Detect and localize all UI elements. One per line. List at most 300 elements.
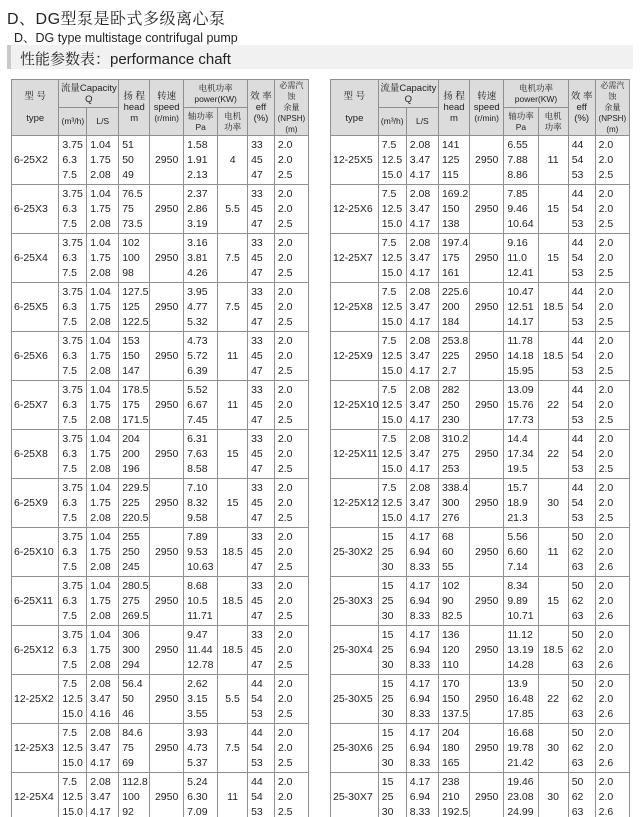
speed-unit: (r/min)	[154, 113, 179, 123]
eff-cell	[568, 283, 595, 332]
eff-cell-value: 45	[251, 300, 263, 313]
shaft-power-cell	[184, 479, 218, 528]
motor-power-header	[538, 108, 568, 136]
shaft-power-cell	[504, 283, 538, 332]
model-cell: 6-25X6	[12, 332, 59, 381]
table-row	[331, 577, 630, 626]
capacity-ls-cell-value: 1.75	[90, 251, 111, 264]
model-cell: 12-25X10	[331, 381, 379, 430]
model-cell: 6-25X10	[12, 528, 59, 577]
eff-cell	[248, 528, 275, 577]
npsh-cell-value: 2.0	[598, 726, 614, 739]
head-cell	[119, 430, 150, 479]
col-npsh-header	[595, 80, 629, 136]
motor-power-cell: 5.5	[218, 185, 248, 234]
shaft-power-cell-value: 6.67	[187, 398, 208, 411]
shaft-power-cell-value: 16.68	[507, 726, 534, 739]
table-row	[12, 675, 309, 724]
eff-cell-value: 63	[571, 560, 584, 573]
capacity-q-cell-value: 7.5	[381, 236, 397, 249]
head-cell-value: 204	[441, 726, 460, 739]
capacity-q-cell-value: 6.3	[62, 496, 78, 509]
type-label-cn: 型 号	[24, 91, 47, 102]
head-cell-value: 115	[441, 168, 459, 181]
motor-power-cell: 4	[218, 136, 248, 185]
head-cell-value: 51	[122, 138, 134, 151]
capacity-ls-cell-value: 2.08	[409, 383, 431, 396]
capacity-q-cell-value: 7.5	[62, 511, 78, 524]
npsh-cell-value: 2.0	[598, 138, 614, 151]
page-subtitle: D、DG type multistage contrifugal pump	[14, 31, 238, 45]
capacity-ls-cell-value: 6.94	[409, 692, 431, 705]
head-cell-value: 100	[122, 251, 140, 264]
eff-cell-value: 47	[251, 168, 263, 181]
eff-cell-value: 33	[251, 334, 263, 347]
eff-cell-value: 53	[251, 756, 263, 769]
npsh-cell-value: 2.0	[277, 741, 293, 754]
capacity-ls-cell-value: 1.04	[90, 236, 111, 249]
type-label-en: type	[26, 113, 45, 124]
head-cell-value: 171.5	[122, 413, 149, 426]
npsh-cell-value: 2.0	[598, 300, 614, 313]
model-cell: 25-30X2	[331, 528, 379, 577]
head-cell-value: 225	[122, 496, 140, 509]
shaft-power-cell	[504, 577, 538, 626]
capacity-ls-cell-value: 6.94	[409, 741, 431, 754]
head-cell-value: 110	[441, 658, 459, 671]
table-body	[331, 136, 630, 817]
head-cell-value: 147	[122, 364, 140, 377]
eff-unit: (%)	[253, 113, 269, 124]
capacity-q-cell-value: 15.0	[381, 168, 403, 181]
npsh-cell	[274, 773, 308, 817]
speed-cell: 2950	[470, 479, 504, 528]
shaft-power-cell-value: 10.63	[187, 560, 214, 573]
model-cell: 12-25X3	[12, 724, 59, 773]
shaft-power-cell-value: 3.81	[187, 251, 208, 264]
npsh-cell-value: 2.5	[598, 266, 614, 279]
shaft-power-cell-value: 15.7	[507, 481, 528, 494]
head-cell-value: 238	[441, 775, 460, 788]
capacity-q-cell-value: 3.75	[62, 579, 83, 592]
npsh-cell	[274, 528, 308, 577]
eff-cell	[248, 773, 275, 817]
table-row	[331, 626, 630, 675]
capacity-ls-cell	[406, 332, 438, 381]
head-cell-value: 197.4	[441, 236, 469, 249]
shaft-power-cell	[184, 528, 218, 577]
capacity-ls-cell-value: 2.08	[90, 315, 111, 328]
head-cell-value: 50	[122, 692, 134, 705]
eff-cell-value: 45	[251, 594, 263, 607]
table-row	[12, 626, 309, 675]
capacity-q-cell-value: 25	[381, 545, 394, 558]
eff-cell-value: 47	[251, 266, 263, 279]
motor-power-cell: 18.5	[218, 626, 248, 675]
shaft-power-cell	[184, 234, 218, 283]
capacity-q-cell	[59, 528, 87, 577]
shaft-power-cell-value: 17.85	[507, 707, 534, 720]
eff-cell-value: 45	[251, 349, 263, 362]
npsh-cell-value: 2.0	[277, 579, 293, 592]
table-row	[331, 332, 630, 381]
capacity-ls-cell	[406, 724, 438, 773]
npsh-cell-value: 2.0	[598, 447, 614, 460]
capacity-ls-cell-value: 4.17	[409, 775, 431, 788]
npsh-label-2: 余量	[604, 103, 621, 112]
capacity-q-cell	[378, 577, 406, 626]
npsh-cell-value: 2.5	[598, 364, 614, 377]
eff-cell-value: 44	[571, 285, 584, 298]
capacity-q-cell-value: 15.0	[62, 707, 83, 720]
eff-cell-value: 54	[571, 398, 584, 411]
shaft-power-cell-value: 10.5	[187, 594, 208, 607]
npsh-label-3: (NPSH)	[598, 114, 627, 123]
head-cell-value: 60	[441, 545, 454, 558]
page-title: D、DG型泵是卧式多级离心泵	[7, 11, 226, 28]
eff-cell-value: 54	[571, 153, 584, 166]
capacity-ls-cell-value: 8.33	[409, 805, 431, 817]
speed-label-cn: 转速	[477, 91, 497, 102]
npsh-cell-value: 2.5	[277, 609, 293, 622]
capacity-ls-cell-value: 2.08	[409, 138, 431, 151]
npsh-cell	[274, 479, 308, 528]
npsh-cell-value: 2.0	[277, 677, 293, 690]
shaft-power-cell	[184, 332, 218, 381]
npsh-cell	[274, 675, 308, 724]
head-cell-value: 69	[122, 756, 134, 769]
table-row	[331, 773, 630, 817]
npsh-cell-value: 2.0	[277, 300, 293, 313]
eff-cell	[248, 136, 275, 185]
shaft-power-cell	[504, 136, 538, 185]
eff-cell-value: 54	[251, 741, 263, 754]
head-unit: m	[450, 113, 458, 124]
npsh-cell-value: 2.5	[277, 756, 293, 769]
eff-cell-value: 33	[251, 530, 263, 543]
table-row	[12, 479, 309, 528]
head-cell	[438, 136, 469, 185]
model-cell: 12-25X7	[331, 234, 379, 283]
npsh-cell-value: 2.5	[598, 168, 614, 181]
capacity-ls-cell	[87, 332, 119, 381]
capacity-q-cell-value: 7.5	[62, 560, 78, 573]
shaft-power-cell	[504, 332, 538, 381]
shaft-power-cell-value: 5.37	[187, 756, 208, 769]
capacity-ls-cell-value: 2.08	[90, 677, 111, 690]
capacity-q-cell-value: 12.5	[381, 496, 403, 509]
capacity-q-cell-value: 7.5	[62, 462, 78, 475]
shaft-power-cell-value: 16.48	[507, 692, 534, 705]
npsh-cell-value: 2.0	[598, 398, 614, 411]
capacity-q-cell-value: 7.5	[381, 334, 397, 347]
capacity-ls-cell-value: 2.08	[409, 236, 431, 249]
capacity-ls-cell-value: 2.08	[409, 334, 431, 347]
speed-cell: 2950	[150, 136, 184, 185]
head-cell-value: 112.8	[122, 775, 148, 788]
speed-cell: 2950	[150, 577, 184, 626]
capacity-q-cell-value: 12.5	[381, 153, 403, 166]
capacity-q-cell-value: 3.75	[62, 334, 83, 347]
npsh-cell-value: 2.0	[277, 398, 293, 411]
npsh-cell-value: 2.6	[598, 609, 614, 622]
head-label-cn: 扬 程	[123, 91, 145, 102]
capacity-q-cell-value: 30	[381, 707, 394, 720]
capacity-ls-cell	[406, 283, 438, 332]
capacity-ls-cell-value: 4.17	[409, 315, 431, 328]
eff-cell-value: 33	[251, 579, 263, 592]
table-row	[331, 185, 630, 234]
head-cell-value: 196	[122, 462, 140, 475]
capacity-q-cell	[378, 675, 406, 724]
capacity-ls-cell-value: 2.08	[90, 462, 111, 475]
eff-cell-value: 63	[571, 707, 584, 720]
shaft-power-cell-value: 5.52	[187, 383, 208, 396]
eff-cell-value: 54	[251, 692, 263, 705]
capacity-q-cell	[59, 724, 87, 773]
npsh-cell	[274, 234, 308, 283]
capacity-q-cell-value: 3.75	[62, 138, 83, 151]
shaft-power-cell-value: 3.55	[187, 707, 208, 720]
capacity-q-cell-value: 15.0	[381, 266, 403, 279]
table-row	[331, 234, 630, 283]
head-cell-value: 229.5	[122, 481, 149, 494]
head-cell-value: 73.5	[122, 217, 143, 230]
npsh-cell-value: 2.0	[277, 530, 293, 543]
eff-cell-value: 47	[251, 217, 263, 230]
head-cell-value: 225.6	[441, 285, 469, 298]
capacity-ls-cell-value: 1.75	[90, 349, 111, 362]
motor-power-cell: 15	[538, 234, 568, 283]
capacity-ls-cell-value: 3.47	[90, 790, 111, 803]
capacity-q-cell	[59, 283, 87, 332]
capacity-q-cell	[378, 479, 406, 528]
table-row	[331, 381, 630, 430]
eff-cell-value: 44	[251, 726, 263, 739]
head-cell	[438, 430, 469, 479]
capacity-ls-cell-value: 1.75	[90, 300, 111, 313]
npsh-cell	[274, 577, 308, 626]
npsh-cell-value: 2.6	[598, 805, 614, 817]
shaft-power-cell	[504, 430, 538, 479]
eff-cell-value: 44	[571, 481, 584, 494]
eff-label-cn: 效 率	[570, 91, 593, 102]
eff-cell-value: 53	[571, 168, 584, 181]
eff-cell	[248, 675, 275, 724]
eff-cell	[568, 479, 595, 528]
capacity-q-cell-value: 7.5	[381, 138, 397, 151]
npsh-cell	[595, 675, 629, 724]
npsh-cell	[274, 332, 308, 381]
head-cell-value: 98	[122, 266, 134, 279]
capacity-ls-cell-value: 1.04	[90, 628, 111, 641]
section-header	[7, 45, 633, 69]
capacity-q-cell-value: 6.3	[62, 447, 78, 460]
head-cell-value: 122.5	[122, 315, 149, 328]
shaft-power-cell	[504, 724, 538, 773]
head-cell-value: 255	[122, 530, 140, 543]
shaft-power-cell-value: 13.9	[507, 677, 528, 690]
col-npsh-header	[274, 80, 308, 136]
head-cell-value: 275	[122, 594, 140, 607]
shaft-power-cell	[184, 381, 218, 430]
table-row	[331, 283, 630, 332]
eff-cell-value: 45	[251, 153, 263, 166]
type-label-en: type	[345, 113, 364, 124]
capacity-q-cell-value: 15.0	[381, 413, 403, 426]
npsh-cell-value: 2.0	[277, 643, 293, 656]
speed-cell: 2950	[150, 430, 184, 479]
capacity-q-cell-value: 12.5	[62, 741, 83, 754]
capacity-unit-ls: L/S	[406, 108, 438, 136]
eff-cell-value: 44	[571, 383, 584, 396]
eff-cell-value: 45	[251, 496, 263, 509]
capacity-q-cell-value: 6.3	[62, 545, 78, 558]
speed-cell: 2950	[150, 332, 184, 381]
capacity-ls-cell-value: 1.04	[90, 481, 111, 494]
capacity-q-cell-value: 12.5	[381, 398, 403, 411]
motor-power-cell: 5.5	[218, 675, 248, 724]
npsh-cell-value: 2.0	[598, 285, 614, 298]
npsh-cell-value: 2.0	[598, 579, 614, 592]
head-cell-value: 125	[441, 153, 460, 166]
npsh-cell-value: 2.5	[277, 560, 293, 573]
eff-cell	[568, 626, 595, 675]
shaft-power-cell-value: 12.51	[507, 300, 534, 313]
col-power-header: 电机功率power(KW)	[504, 80, 568, 108]
table-row	[12, 724, 309, 773]
npsh-cell-value: 2.5	[277, 805, 293, 817]
capacity-ls-cell-value: 1.04	[90, 530, 111, 543]
npsh-cell-value: 2.0	[598, 334, 614, 347]
eff-cell	[568, 234, 595, 283]
model-cell: 6-25X7	[12, 381, 59, 430]
table-row	[331, 528, 630, 577]
head-cell	[119, 332, 150, 381]
shaft-power-cell-value: 10.64	[507, 217, 534, 230]
speed-cell: 2950	[150, 773, 184, 817]
npsh-cell	[595, 430, 629, 479]
capacity-q-cell	[378, 332, 406, 381]
head-cell-value: 92	[122, 805, 134, 817]
col-speed-header	[470, 80, 504, 136]
capacity-ls-cell-value: 4.17	[409, 462, 431, 475]
npsh-cell-value: 2.5	[598, 511, 614, 524]
table-row	[12, 136, 309, 185]
model-cell: 12-25X6	[331, 185, 379, 234]
shaft-power-cell-value: 11.78	[507, 334, 533, 347]
shaft-power-cell-value: 7.09	[187, 805, 208, 817]
capacity-q-cell-value: 6.3	[62, 398, 78, 411]
npsh-cell-value: 2.0	[598, 692, 614, 705]
head-cell-value: 250	[441, 398, 460, 411]
npsh-cell	[274, 381, 308, 430]
shaft-power-cell-value: 11.0	[507, 251, 527, 264]
head-cell	[438, 185, 469, 234]
speed-label-en: speed	[153, 102, 180, 113]
shaft-power-cell-value: 9.58	[187, 511, 208, 524]
eff-cell-value: 53	[571, 315, 584, 328]
capacity-ls-cell-value: 6.94	[409, 594, 431, 607]
eff-cell-value: 44	[251, 677, 263, 690]
col-speed-header	[150, 80, 184, 136]
capacity-ls-cell-value: 1.75	[90, 643, 111, 656]
capacity-ls-cell-value: 4.17	[409, 364, 431, 377]
capacity-ls-cell-value: 4.17	[409, 266, 431, 279]
capacity-ls-cell-value: 1.04	[90, 579, 111, 592]
capacity-ls-cell-value: 2.08	[90, 775, 111, 788]
capacity-ls-cell	[406, 528, 438, 577]
npsh-cell-value: 2.0	[598, 545, 614, 558]
capacity-q-cell-value: 25	[381, 790, 394, 803]
model-cell: 6-25X5	[12, 283, 59, 332]
speed-cell: 2950	[150, 283, 184, 332]
head-cell-value: 49	[122, 168, 134, 181]
capacity-ls-cell	[87, 430, 119, 479]
npsh-cell	[595, 381, 629, 430]
head-cell-value: 220.5	[122, 511, 149, 524]
head-cell	[438, 332, 469, 381]
capacity-ls-cell-value: 2.08	[90, 217, 111, 230]
head-cell-value: 175	[441, 251, 460, 264]
shaft-power-cell-value: 9.16	[507, 236, 528, 249]
shaft-power-cell	[184, 185, 218, 234]
model-cell: 25-30X6	[331, 724, 379, 773]
speed-cell: 2950	[470, 724, 504, 773]
capacity-q-cell	[59, 381, 87, 430]
head-cell	[119, 675, 150, 724]
head-cell-value: 150	[122, 349, 140, 362]
eff-cell-value: 53	[571, 217, 584, 230]
eff-cell-value: 63	[571, 658, 584, 671]
eff-cell-value: 53	[571, 266, 584, 279]
head-cell-value: 280.5	[122, 579, 149, 592]
shaft-power-cell-value: 8.86	[507, 168, 528, 181]
capacity-ls-cell-value: 4.17	[409, 677, 431, 690]
head-cell-value: 68	[441, 530, 454, 543]
eff-cell-value: 33	[251, 285, 263, 298]
capacity-q-cell-value: 15.0	[381, 511, 403, 524]
capacity-ls-cell-value: 1.75	[90, 398, 111, 411]
capacity-q-cell-value: 30	[381, 756, 394, 769]
eff-cell	[568, 675, 595, 724]
eff-cell-value: 33	[251, 628, 263, 641]
npsh-cell-value: 2.0	[598, 677, 614, 690]
shaft-power-cell-value: 5.32	[187, 315, 208, 328]
speed-cell: 2950	[470, 332, 504, 381]
shaft-power-cell	[504, 479, 538, 528]
head-cell-value: 138	[441, 217, 460, 230]
capacity-ls-cell	[406, 479, 438, 528]
shaft-power-cell-value: 7.45	[187, 413, 208, 426]
capacity-ls-cell-value: 1.75	[90, 202, 111, 215]
eff-cell-value: 62	[571, 643, 584, 656]
capacity-ls-cell-value: 2.08	[409, 285, 431, 298]
eff-cell	[568, 381, 595, 430]
capacity-ls-cell-value: 1.75	[90, 153, 111, 166]
npsh-cell-value: 2.0	[277, 775, 293, 788]
model-cell: 12-25X5	[331, 136, 379, 185]
capacity-ls-cell	[87, 675, 119, 724]
speed-cell: 2950	[150, 479, 184, 528]
npsh-cell-value: 2.0	[598, 202, 614, 215]
npsh-cell	[595, 185, 629, 234]
npsh-cell-value: 2.0	[598, 790, 614, 803]
capacity-ls-cell-value: 2.08	[90, 726, 111, 739]
capacity-ls-cell-value: 3.47	[409, 447, 431, 460]
shaft-power-cell-value: 21.42	[507, 756, 534, 769]
eff-cell	[568, 136, 595, 185]
